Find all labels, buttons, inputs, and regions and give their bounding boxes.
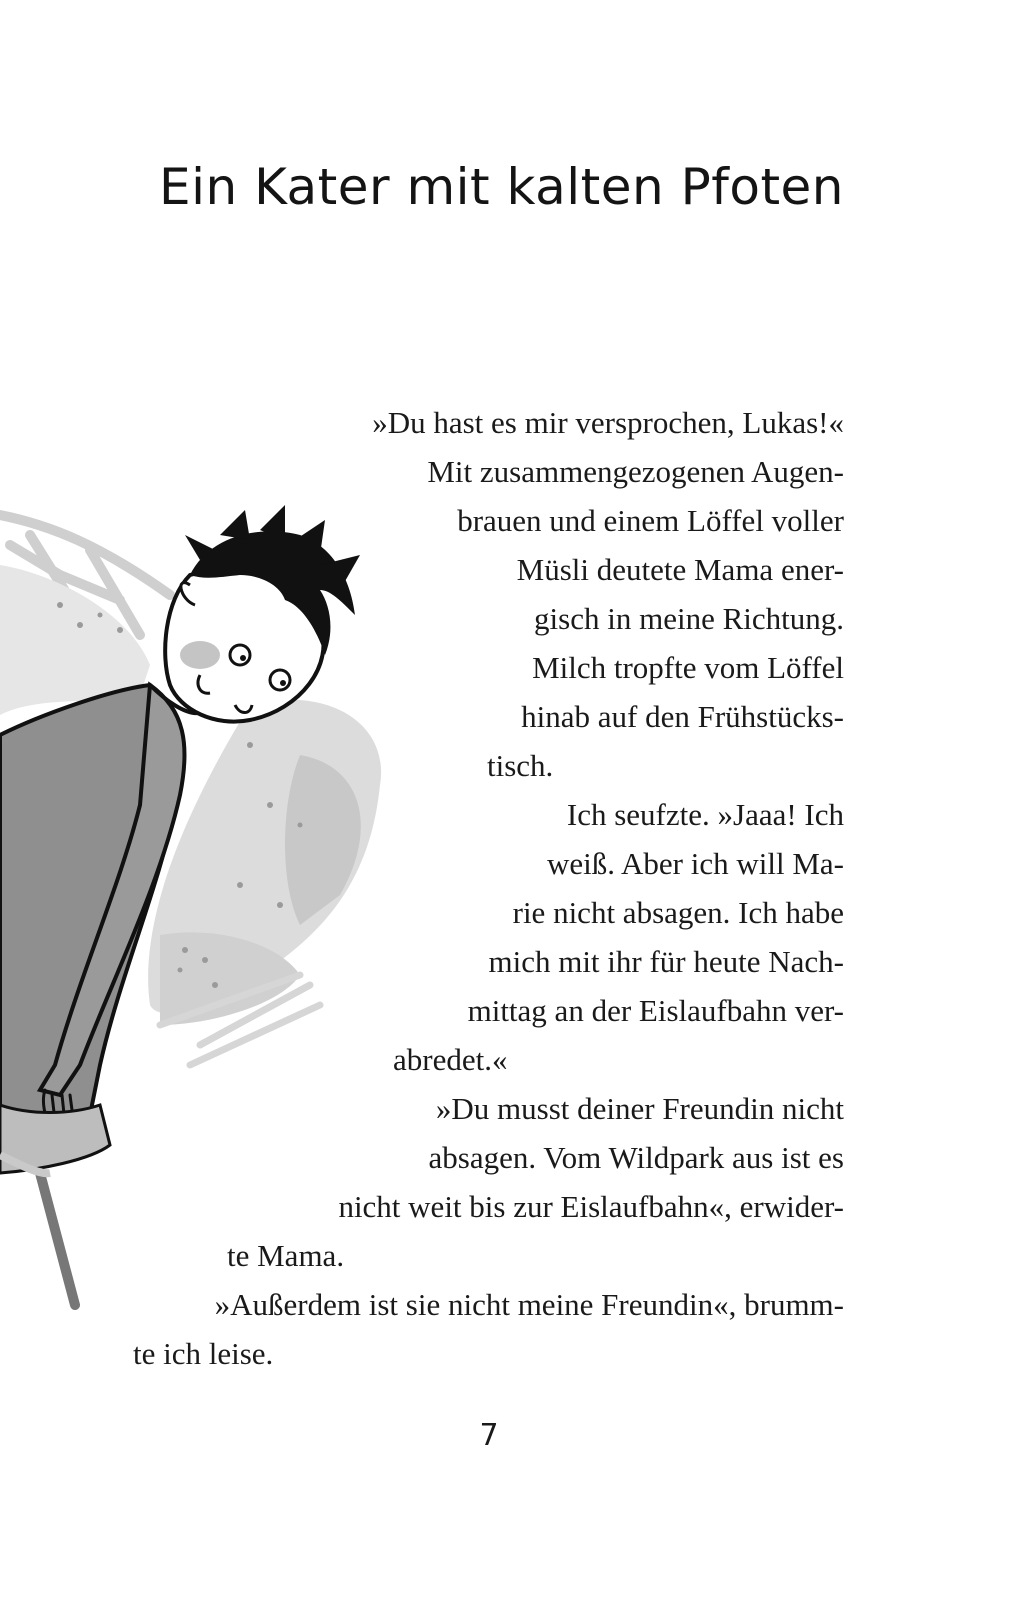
text-line: brauen und einem Löffel voller [457, 503, 844, 538]
text-line: Müsli deutete Mama ener- [516, 552, 844, 587]
text-line: tisch. [487, 748, 554, 783]
text-line: gisch in meine Richtung. [534, 601, 844, 636]
text-line: Mit zusammengezogenen Augen- [427, 454, 844, 489]
text-line: Ich seufzte. »Jaaa! Ich [566, 797, 844, 832]
chapter-title: Ein Kater mit kalten Pfoten [159, 158, 844, 216]
text-line: hinab auf den Frühstücks- [521, 699, 844, 734]
text-line: te ich leise. [133, 1336, 274, 1371]
page-number: 7 [479, 1418, 499, 1453]
text-line: mich mit ihr für heute Nach- [488, 944, 844, 979]
text-line: rie nicht absagen. Ich habe [512, 895, 844, 930]
text-line: absagen. Vom Wildpark aus ist es [428, 1140, 844, 1175]
text-line: nicht weit bis zur Eislaufbahn«, erwider- [338, 1189, 844, 1224]
text-line: mittag an der Eislaufbahn ver- [467, 993, 844, 1028]
text-line: weiß. Aber ich will Ma- [546, 846, 844, 881]
text-line: te Mama. [227, 1238, 345, 1273]
text-line: »Du hast es mir versprochen, Lukas!« [372, 405, 844, 440]
text-line: »Außerdem ist sie nicht meine Freundin«, brumm- [214, 1287, 844, 1322]
text-line: abredet.« [393, 1042, 508, 1077]
text-line: Milch tropfte vom Löffel [532, 650, 844, 685]
text-line: »Du musst deiner Freundin nicht [435, 1091, 844, 1126]
